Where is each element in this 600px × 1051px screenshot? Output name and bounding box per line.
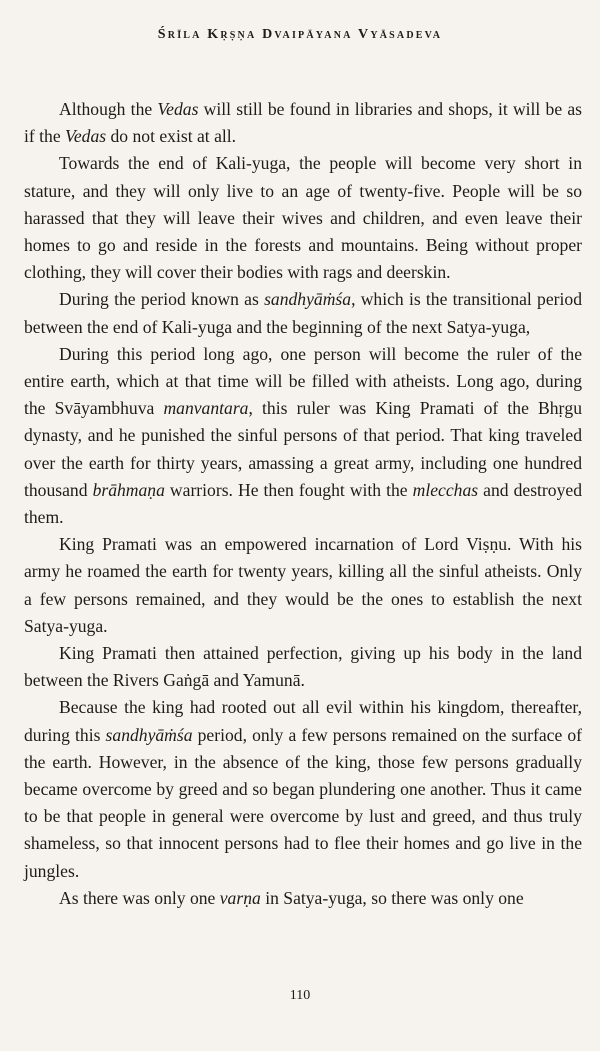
- text-run: do not exist at all.: [106, 126, 237, 147]
- italic-term: mlecchas: [412, 479, 479, 500]
- text-run: warriors. He then fought with the: [164, 479, 413, 500]
- text-run: period, only a few persons remained on the surface of the earth. However, in the absence of the king, those few persons gradually became overcome by greed and so began plundering one another. Thus it came to be that people in general were overcome by lust and greed, and thus truly shameless, so that innocent persons had to flee their homes and go live in the jungles.: [24, 724, 583, 881]
- italic-term: Vedas: [65, 126, 107, 147]
- text-run: During this period long ago, one person will become the ruler of the entire earth, which at that time will be filled with atheists. Long ago, during the Svāyambhuva: [24, 343, 582, 419]
- text-run: Although the: [59, 99, 158, 119]
- paragraph: [24, 341, 582, 531]
- paragraph: [24, 96, 582, 150]
- paragraph: [24, 640, 582, 694]
- text-run: will still be found in libraries and shops, it will be as if the: [24, 99, 582, 147]
- text-run: Towards the end of Kali-yuga, the people will become very short in stature, and they will only live to an age of twenty-five. People will be so harassed that they will leave their wives and children, and even leave their homes to go and reside in the forests and mountains. Being without proper clothing, they will cover their bodies with rags and deerskin.: [24, 153, 582, 283]
- italic-term: Vedas: [157, 99, 199, 119]
- text-run: As there was only one: [59, 887, 220, 908]
- italic-term: sandhyāṁśa: [105, 724, 193, 745]
- italic-term: brāhmaṇa: [92, 479, 165, 500]
- italic-term: manvantara: [163, 398, 249, 419]
- paragraph: [24, 885, 582, 912]
- text-run: Because the king had rooted out all evil within his kingdom, thereafter, during this: [24, 697, 582, 745]
- text-run: King Pramati was an empowered incarnation of Lord Viṣṇu. With his army he roamed the earth for twenty years, killing all the sinful atheists. Only a few persons remained, and they would be the ones to establish the next Satya-yuga.: [24, 534, 582, 636]
- italic-term: sandhyāṁśa: [264, 289, 352, 310]
- text-run: , which is the transitional period between the end of Kali-yuga and the beginning of the next Satya-yuga,: [24, 289, 583, 337]
- italic-term: varṇa: [219, 887, 261, 908]
- paragraph: [24, 150, 582, 286]
- paragraph: [24, 531, 582, 640]
- running-head: Śrīla Kṛṣṇa Dvaipāyana Vyāsadeva: [157, 27, 443, 42]
- paragraph: [24, 694, 582, 884]
- text-run: , this ruler was King Pramati of the Bhṛgu dynasty, and he punished the sinful persons of that period. That king traveled over the earth for thirty years, amassing a great army, including one hundred thousand: [24, 398, 583, 500]
- paragraph: [24, 286, 582, 340]
- text-run: King Pramati then attained perfection, giving up his body in the land between the Rivers Gaṅgā and Yamunā.: [24, 643, 582, 691]
- body-text: [24, 96, 582, 912]
- text-run: and destroyed them.: [24, 479, 582, 528]
- text-run: During the period known as: [59, 289, 265, 310]
- text-run: in Satya-yuga, so there was only one: [260, 887, 524, 908]
- page-number: 110: [289, 988, 311, 1003]
